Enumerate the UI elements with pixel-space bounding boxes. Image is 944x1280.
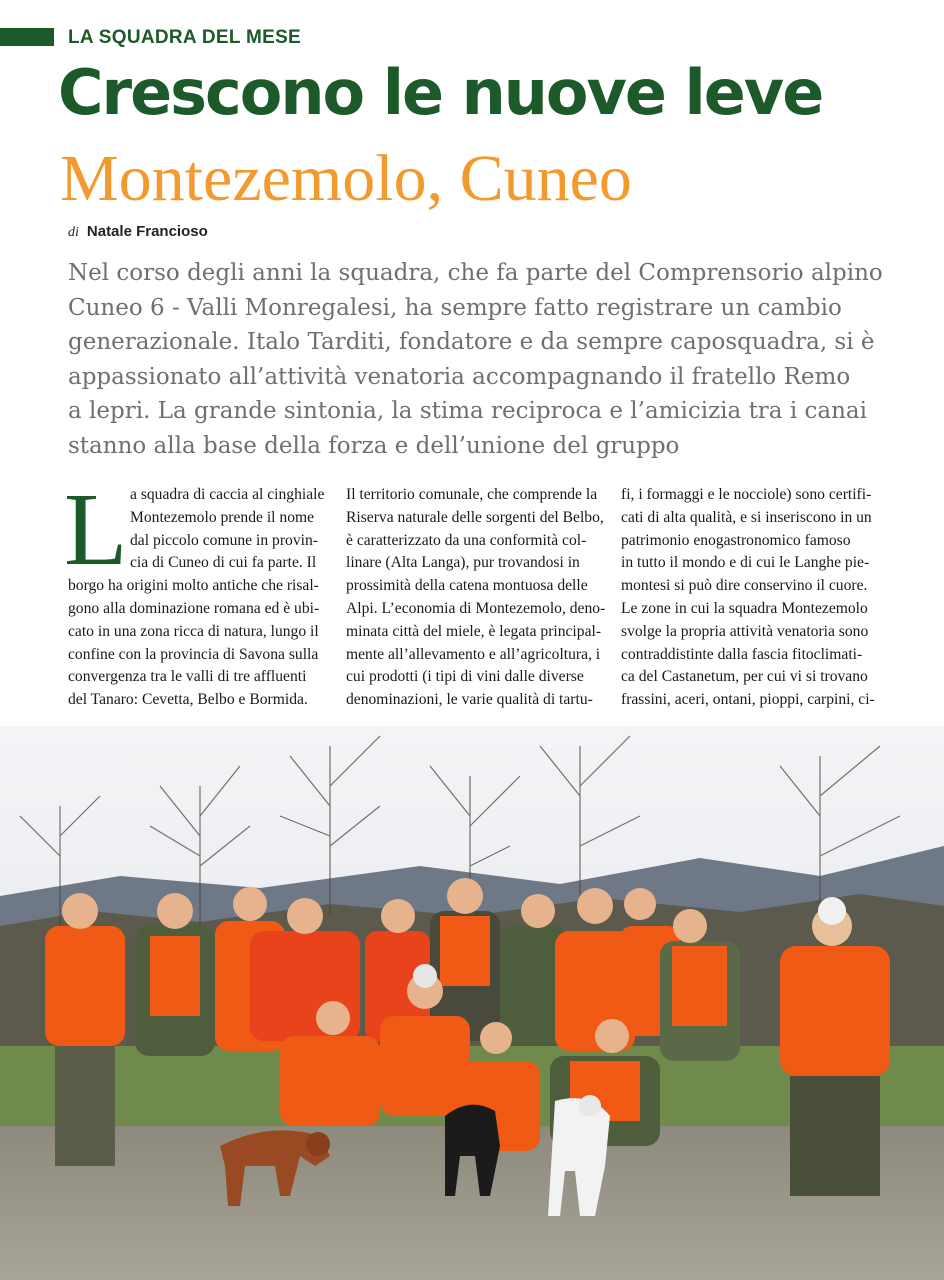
body-line: è caratterizzato da una conformità col- xyxy=(346,531,587,549)
body-column-1 xyxy=(64,472,326,712)
byline xyxy=(68,223,208,241)
body-line: convergenza tra le valli di tre affluenti xyxy=(68,668,307,686)
body-line: cati di alta qualità, e si inseriscono in un xyxy=(621,508,872,526)
lead-paragraph xyxy=(68,256,908,463)
section-label: LA SQUADRA DEL MESE xyxy=(68,27,302,48)
body-line: mente all’allevamento e all’agricoltura, i xyxy=(346,645,601,663)
body-line: patrimonio enogastronomico famoso xyxy=(621,531,851,549)
body-line: minata città del miele, è legata principal- xyxy=(346,622,602,640)
body-column-2 xyxy=(346,484,604,712)
body-line: frassini, aceri, ontani, pioppi, carpini, ci- xyxy=(621,691,875,709)
body-line: confine con la provincia di Savona sulla xyxy=(68,645,319,663)
body-line: a squadra di caccia al cinghiale xyxy=(130,486,325,503)
section-marker xyxy=(0,28,54,46)
body-line: Alpi. L’economia di Montezemolo, deno- xyxy=(346,599,606,617)
lead-line: Nel corso degli anni la squadra, che fa parte del Comprensorio alpino xyxy=(68,260,883,286)
body-line: montesi si può dire conservino il cuore. xyxy=(621,577,868,595)
body-line: cui prodotti (i tipi di vini dalle diverse xyxy=(346,668,584,686)
body-line: linare (Alta Langa), pur trovandosi in xyxy=(346,554,580,572)
body-line: Riserva naturale delle sorgenti del Belbo, xyxy=(346,508,604,526)
body-line: denominazioni, le varie qualità di tartu- xyxy=(346,691,593,709)
body-line: fi, i formaggi e le nocciole) sono certifi- xyxy=(621,486,872,503)
article-headline: Crescono le nuove leve xyxy=(58,56,823,129)
body-line: ca del Castanetum, per cui vi si trovano xyxy=(621,668,868,686)
body-column-3 xyxy=(621,484,883,712)
lead-line: a lepri. La grande sintonia, la stima reciproca e l’amicizia tra i canai xyxy=(68,398,867,424)
body-line: dal piccolo comune in provin- xyxy=(130,531,318,549)
body-line: cia di Cuneo di cui fa parte. Il xyxy=(130,554,317,572)
body-line: in tutto il mondo e di cui le Langhe pie- xyxy=(621,554,870,572)
lead-line: generazionale. Italo Tarditi, fondatore e da sempre caposquadra, si è xyxy=(68,329,875,355)
body-line: Le zone in cui la squadra Montezemolo xyxy=(621,599,868,617)
lead-line: appassionato all’attività venatoria accompagnando il fratello Remo xyxy=(68,363,851,390)
byline-prefix: di xyxy=(68,225,79,240)
team-group-photo xyxy=(0,726,944,1280)
byline-author: Natale Francioso xyxy=(86,223,208,240)
body-line: Montezemolo prende il nome xyxy=(130,508,315,526)
body-line: borgo ha origini molto antiche che risal- xyxy=(68,577,319,595)
body-line: contraddistinte dalla fascia fitoclimati- xyxy=(621,645,863,663)
body-line: prossimità della catena montuosa delle xyxy=(346,577,588,595)
body-line: cato in una zona ricca di natura, lungo il xyxy=(68,622,319,640)
article-subhead: Montezemolo, Cuneo xyxy=(60,142,632,215)
lead-line: Cuneo 6 - Valli Monregalesi, ha sempre fatto registrare un cambio xyxy=(68,294,842,321)
body-line: svolge la propria attività venatoria sono xyxy=(621,622,869,640)
lead-line: stanno alla base della forza e dell’unione del gruppo xyxy=(68,432,680,459)
body-line: Il territorio comunale, che comprende la xyxy=(346,486,598,503)
body-line: gono alla dominazione romana ed è ubi- xyxy=(68,599,320,617)
body-line: del Tanaro: Cevetta, Belbo e Bormida. xyxy=(68,691,308,709)
drop-cap: L xyxy=(64,472,128,587)
